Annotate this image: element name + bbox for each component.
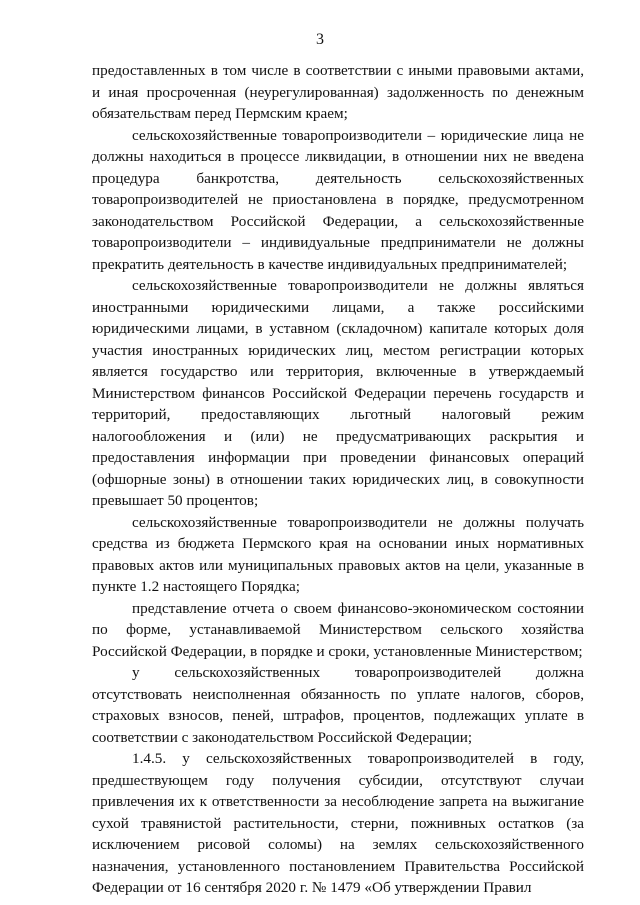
paragraph-1: предоставленных в том числе в соответствии с иными правовыми актами, и иная просроченная (неурегулированная) задолженность по денежным обязательствам перед Пермским краем; bbox=[92, 62, 584, 122]
paragraph-5: представление отчета о своем финансово-экономическом состоянии по форме, устанавливаемой Министерством сельского хозяйства Российской Федерации, в порядке и сроки, установленные Министерством; bbox=[92, 599, 584, 660]
page-number: 3 bbox=[316, 31, 324, 48]
paragraph-6: у сельскохозяйственных товаропроизводителей должна отсутствовать неисполненная обязанность по уплате налогов, сборов, страховых взносов, пеней, штрафов, процентов, подлежащих уплате в соответствии с законодательством Российской Федерации; bbox=[92, 664, 584, 746]
paragraph-7: 1.4.5. у сельскохозяйственных товаропроизводителей в году, предшествующем году получения субсидии, отсутствуют случаи привлечения их к ответственности за несоблюдение запрета на выжигание сухой травянистой растительности, стерни, пожнивных остатков (за исключением рисовой соломы) на землях сельскохозяйственного назначения, установленного постановлением Правительства Российской Федерации от 16 сентября 2020 г. № 1479 «Об утверждении Правил bbox=[92, 750, 584, 896]
paragraph-3: сельскохозяйственные товаропроизводители не должны являться иностранными юридическими лицами, а также российскими юридическими лицами, в уставном (складочном) капитале которых доля участия иностранных юридических лиц, местом регистрации которых является государство или территория, включенные в утверждаемый Министерством финансов Российской Федерации перечень государств и территорий, предоставляющих льготный налоговый режим налогообложения и (или) не предусматривающих раскрытия и предоставления информации при проведении финансовых операций (офшорные зоны) в отношении таких юридических лиц, в совокупности превышает 50 процентов; bbox=[92, 277, 584, 509]
paragraph-4: сельскохозяйственные товаропроизводители не должны получать средства из бюджета Пермского края на основании иных нормативных правовых актов или муниципальных правовых актов на цели, указанные в пункте 1.2 настоящего Порядка; bbox=[92, 513, 584, 595]
document-body bbox=[92, 60, 584, 899]
paragraph-2: сельскохозяйственные товаропроизводители – юридические лица не должны находиться в процессе ликвидации, в отношении них не введена процедура банкротства, деятельность сельскохозяйственных товаропроизводителей не приостановлена в порядке, предусмотренном законодательством Российской Федерации, а сельскохозяйственные товаропроизводители – индивидуальные предприниматели не должны прекратить деятельность в качестве индивидуальных предпринимателей; bbox=[92, 126, 584, 273]
